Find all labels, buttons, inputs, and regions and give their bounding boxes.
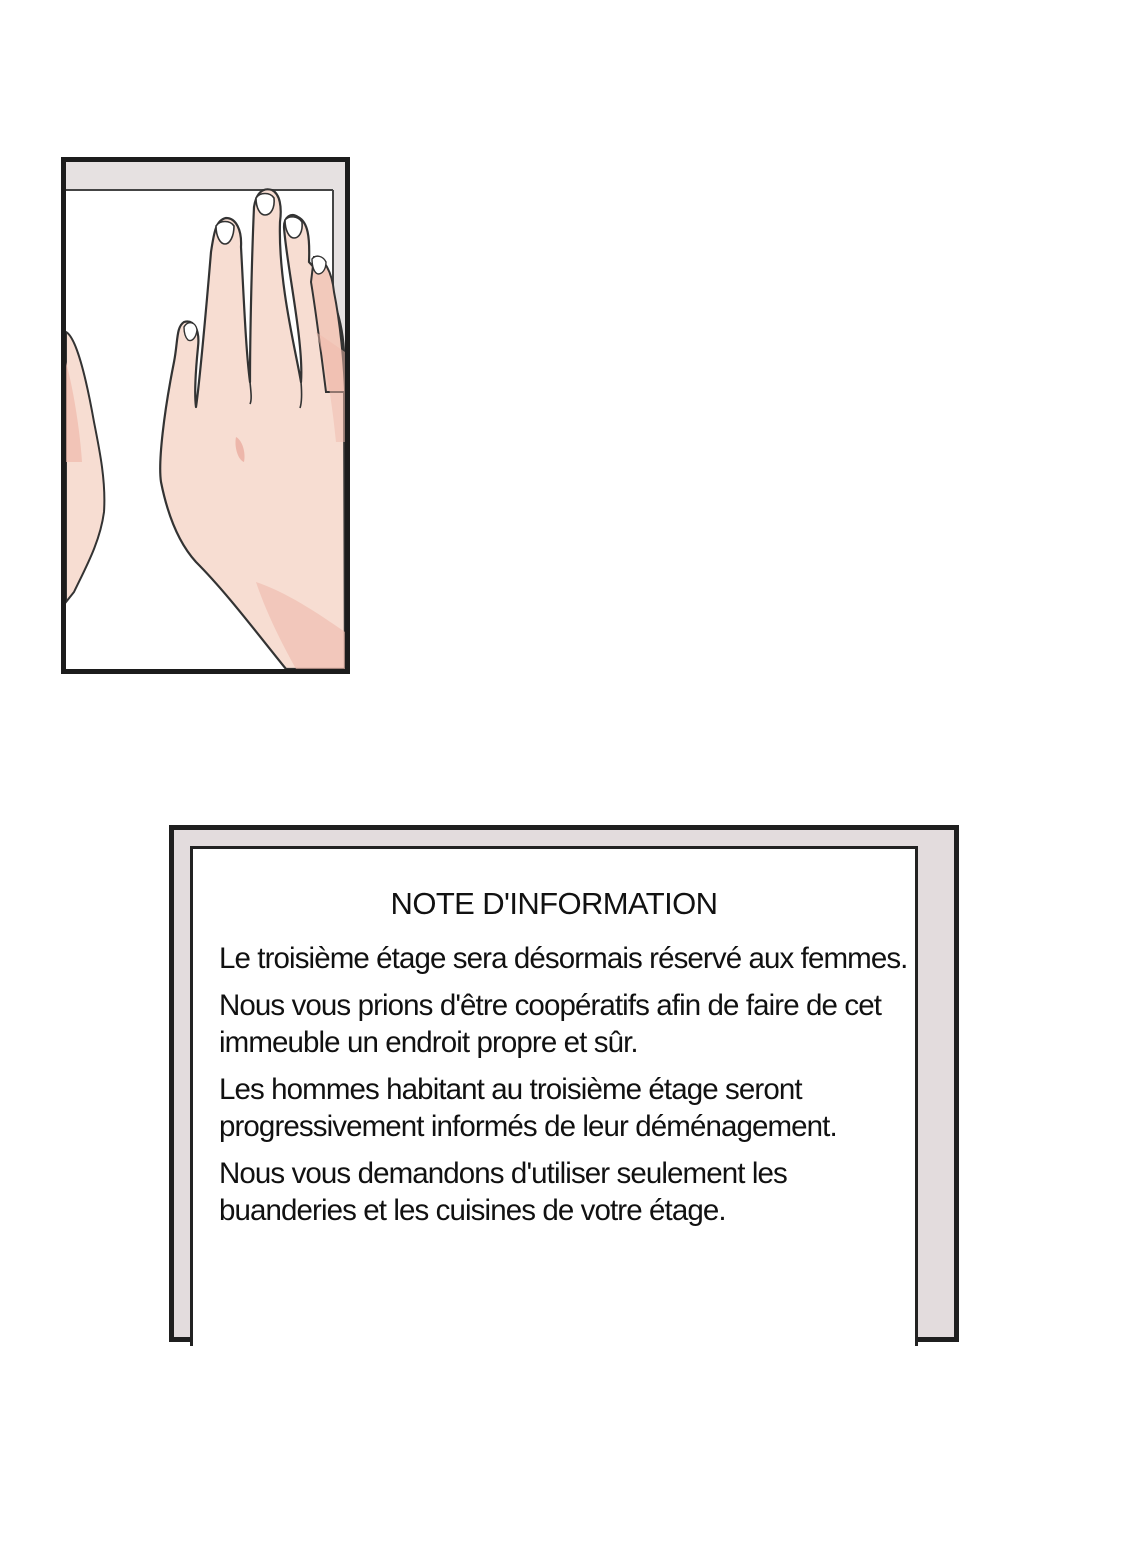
- hand-illustration: [66, 162, 345, 669]
- notice-paper: [190, 846, 918, 1346]
- hand-panel: [61, 157, 350, 674]
- notice-paragraph: Nous vous prions d'être coopératifs afin de faire de cet immeuble un endroit propre et sûr.: [219, 988, 881, 1059]
- notice-paragraph: Nous vous demandons d'utiliser seulement les buanderies et les cuisines de votre étage.: [219, 1156, 787, 1227]
- notice-body: [219, 940, 909, 1239]
- notice-paragraph: Les hommes habitant au troisième étage seront progressivement informés de leur déménagement.: [219, 1072, 837, 1143]
- notice-paragraph: Le troisième étage sera désormais réservé aux femmes.: [219, 942, 908, 975]
- notice-title: NOTE D'INFORMATION: [390, 886, 718, 921]
- notice-board: [169, 825, 959, 1342]
